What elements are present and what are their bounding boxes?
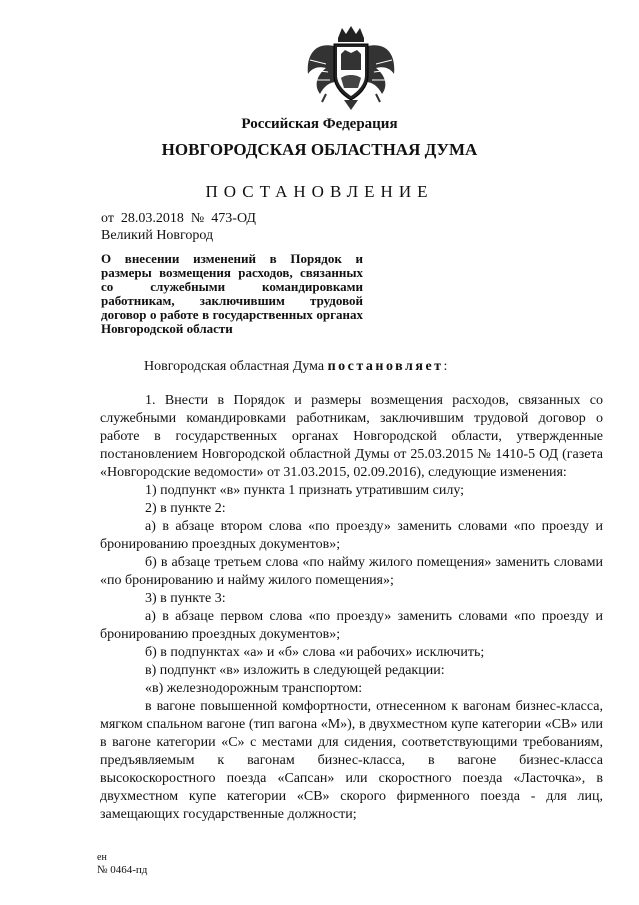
body-paragraph: «в) железнодорожным транспортом: bbox=[145, 681, 363, 696]
city-name: Великий Новгород bbox=[101, 228, 214, 243]
body-paragraph: 1. Внести в Порядок и размеры возмещения расходов, связанных со служебными командировками работникам, заключившим трудовой договор о работе в государственных органах Новгородской области, утвержденные постановлением Новгородской областной Думы от 25.03.2015 № 1410-5 ОД (газета «Новгородские ведомости» от 31.03.2015, 02.09.2016), следующие изменения: bbox=[100, 393, 603, 480]
document-subject: О внесении изменений в Порядок и размеры возмещения расходов, связанных со служебными командировками работникам, заключившим трудовой договор о работе в государственных органах Новгородской области bbox=[101, 251, 363, 336]
document-type: ПОСТАНОВЛЕНИЕ bbox=[205, 182, 434, 201]
footer-initials: ен bbox=[97, 852, 107, 863]
body-paragraph: а) в абзаце втором слова «по проезду» заменить словами «по проезду и бронированию проездных документов»; bbox=[100, 519, 603, 552]
body-paragraph: в вагоне повышенной комфортности, отнесенном к вагонам бизнес-класса, мягком спальном вагоне (тип вагона «М»), в двухместном купе категории «СВ» или в вагоне категории «С» с местами для сидения, соответствующими требованиям, предъявляемым к вагонам бизнес-класса, в вагоне бизнес-класса высокоскоростного поезда «Сапсан» или скоростного поезда «Ласточка», в двухместном купе категории «СВ» скорого фирменного поезда - для лиц, замещающих государственные должности; bbox=[100, 699, 603, 822]
body-paragraph: а) в абзаце первом слова «по проезду» заменить словами «по проезду и бронированию проездных документов»; bbox=[100, 609, 603, 642]
body-paragraph: 1) подпункт «в» пункта 1 признать утратившим силу; bbox=[145, 483, 465, 498]
decree-colon: : bbox=[443, 359, 448, 374]
body-paragraph: в) подпункт «в» изложить в следующей редакции: bbox=[145, 663, 445, 678]
footer-document-number: № 0464-пд bbox=[97, 864, 148, 876]
document-body bbox=[100, 392, 603, 824]
country-name: Российская Федерация bbox=[241, 116, 398, 132]
organ-name: НОВГОРОДСКАЯ ОБЛАСТНАЯ ДУМА bbox=[161, 140, 478, 159]
decree-word: постановляет bbox=[327, 359, 444, 374]
body-paragraph: б) в абзаце третьем слова «по найму жилого помещения» заменить словами «по бронированию и найму жилого помещения»; bbox=[100, 555, 603, 588]
body-paragraph: 2) в пункте 2: bbox=[145, 501, 226, 516]
date-and-number: от 28.03.2018 № 473-ОД bbox=[101, 211, 256, 226]
decree-statement bbox=[144, 358, 639, 376]
decree-lead: Новгородская областная Дума bbox=[144, 359, 325, 374]
body-paragraph: 3) в пункте 3: bbox=[145, 591, 226, 606]
body-paragraph: б) в подпунктах «а» и «б» слова «и рабочих» исключить; bbox=[145, 645, 485, 660]
coat-of-arms-emblem bbox=[296, 24, 406, 112]
